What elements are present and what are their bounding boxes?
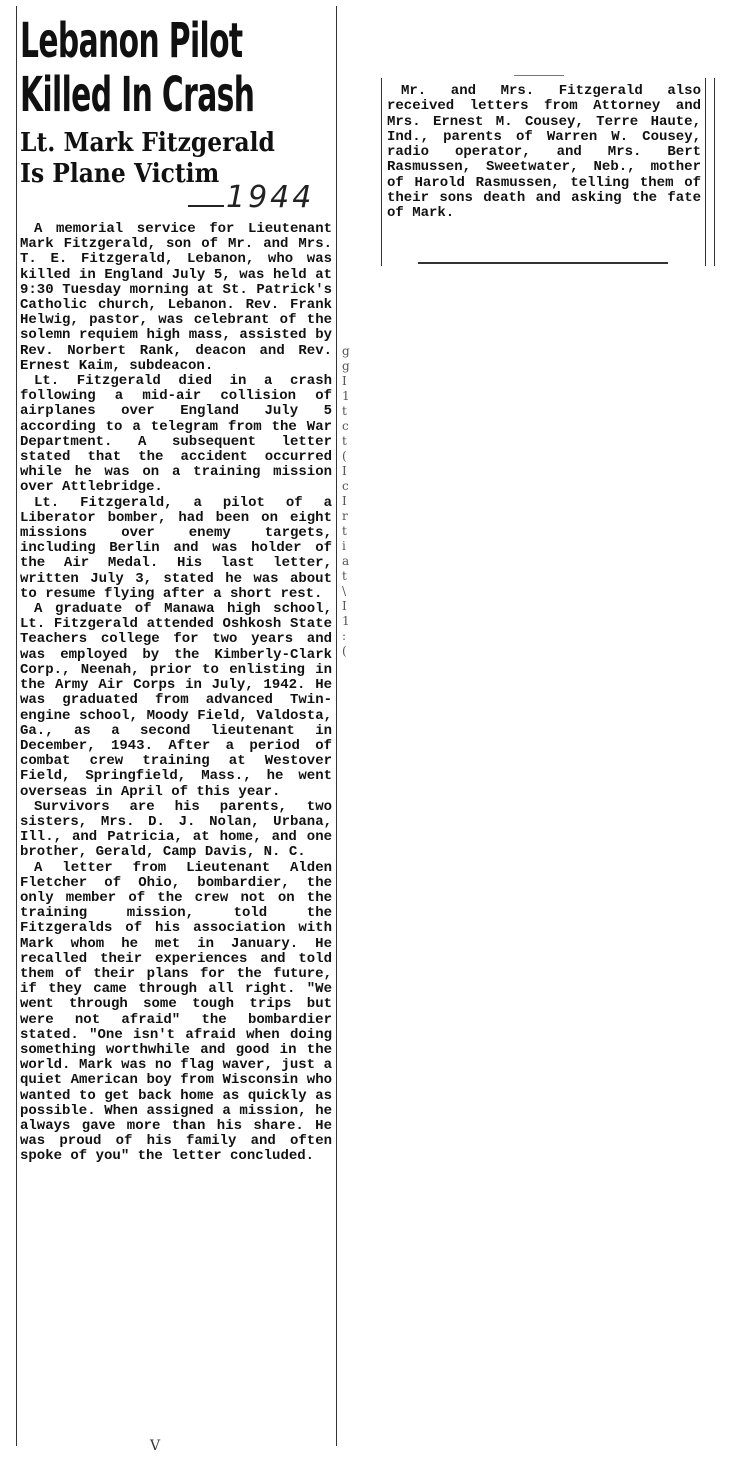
continuation-column (387, 84, 701, 222)
fragment: t (342, 569, 347, 583)
fragment: 1 (342, 389, 350, 403)
fragment: \ (342, 584, 347, 598)
handwritten-year: 1944 (226, 180, 315, 215)
headline-line-1: Lebanon Pilot (20, 13, 243, 69)
col2-top-dash (514, 75, 564, 76)
fragment: t (342, 404, 347, 418)
paragraph: Lt. Fitzgerald, a pilot of a Liberator bomber, had been on eight missions over enemy targets, including Berlin and was holder of the Air Medal. His last letter, written July 3, stated he was about to resume flying after a short rest. (20, 494, 332, 602)
paragraph: A memorial service for Lieutenant Mark Fitzgerald, son of Mr. and Mrs. T. E. Fitzgerald, Lebanon, who was killed in England July 5, was held at 9:30 Tuesday morning at St. Patrick's Catholic church, Lebanon. Rev. Frank Helwig, pastor, was celebrant of the solemn requiem high mass, assisted by Rev. Norbert Rank, deacon and Rev. Ernest Kaim, subdeacon. (20, 221, 332, 374)
paragraph: A letter from Lieutenant Alden Fletcher of Ohio, bombardier, the only member of the crew not on the training mission, told the Fitzgeralds of his association with Mark whom he met in January. He recalled their experiences and told them of their plans for the future, if they came through all right. "We went through some tough trips but were not afraid" the bombardier stated. "One isn't afraid when doing something worthwhile and good in the world. Mark was no flag waver, just a quiet American boy from Wisconsin who wanted to get back home as quickly as possible. When assigned a mission, he always gave more than his share. He was proud of his family and often spoke of you" the letter concluded. (20, 859, 332, 1165)
left-column-rule (16, 6, 17, 1446)
adjacent-column-fragments (342, 344, 354, 659)
fragment: r (342, 509, 348, 523)
col2-right-rule (705, 78, 706, 266)
fragment: g (342, 359, 350, 373)
col2-left-rule (381, 78, 382, 266)
article-body (20, 222, 332, 1165)
bottom-mark: V (150, 1438, 161, 1454)
subhead-line-2: Is Plane Victim (20, 159, 220, 189)
fragment: i (342, 539, 346, 553)
paragraph: Survivors are his parents, two sisters, Mrs. D. J. Nolan, Urbana, Ill., and Patricia, at home, and one brother, Gerald, Camp Davis, N. C. (20, 798, 332, 861)
fragment: 1 (342, 614, 350, 628)
continuation-paragraph: Mr. and Mrs. Fitzgerald also received letters from Attorney and Mrs. Ernest M. Cousey, Terre Haute, Ind., parents of Warren W. Cousey, radio operator, and Mrs. Bert Rasmussen, Sweetwater, Neb., mother of Harold Rasmussen, telling them of their sons death and asking the fate of Mark. (387, 83, 701, 222)
fragment: c (342, 419, 349, 433)
subhead-line-1: Lt. Mark Fitzgerald (20, 128, 275, 158)
paragraph: Lt. Fitzgerald died in a crash following a mid-air collision of airplanes over England July 5 according to a telegram from the War Department. A subsequent letter stated that the accident occurred while he was on a training mission over Attlebridge. (20, 373, 332, 496)
headline-line-2: Killed In Crash (20, 67, 255, 123)
fragment: I (342, 599, 347, 613)
col2-right-rule-2 (714, 78, 715, 266)
fragment: ( (342, 644, 347, 658)
fragment: t (342, 434, 347, 448)
fragment: : (342, 629, 347, 643)
fragment: a (342, 554, 350, 568)
fragment: c (342, 479, 349, 493)
handwritten-dash (188, 205, 224, 207)
fragment: I (342, 494, 347, 508)
end-rule (418, 262, 668, 264)
fragment: I (342, 374, 347, 388)
fragment: I (342, 464, 347, 478)
fragment: g (342, 344, 350, 358)
fragment: t (342, 524, 347, 538)
right-column-rule (336, 6, 337, 1446)
paragraph: A graduate of Manawa high school, Lt. Fitzgerald attended Oshkosh State Teachers college for two years and was employed by the Kimberly-Clark Corp., Neenah, prior to enlisting in the Army Air Corps in July, 1942. He was graduated from advanced Twin-engine school, Moody Field, Valdosta, Ga., as a second lieutenant in December, 1943. After a period of combat crew training at Westover Field, Springfield, Mass., he went overseas in April of this year. (20, 601, 332, 800)
fragment: ( (342, 449, 347, 463)
